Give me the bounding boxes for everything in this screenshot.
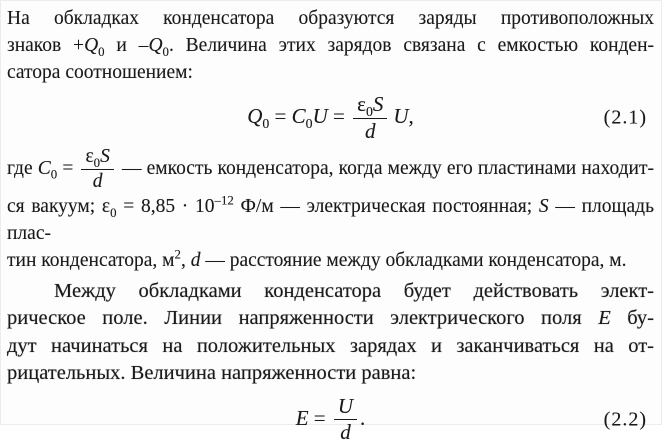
fraction-denominator: d (92, 170, 103, 192)
text-run: = 8,85 · 10 (116, 195, 215, 217)
epsilon-symbol: ε (101, 195, 111, 217)
math-var: Q (84, 35, 99, 56)
paragraph-1 (7, 5, 654, 86)
math-var: Q (247, 103, 263, 128)
fraction-denominator: d (340, 420, 351, 445)
subscript: 0 (110, 205, 117, 220)
subscript: 0 (93, 155, 101, 170)
fraction-numerator (81, 146, 113, 170)
subscript: 0 (162, 44, 169, 59)
where-clause (7, 146, 654, 274)
text-run: , (180, 249, 191, 271)
text-line: рицательных. Величина напряженности равна: (7, 362, 417, 385)
math-var: S (372, 92, 384, 116)
fraction-numerator (353, 93, 387, 119)
text-line: На обкладках конденсатора образуются заряды противоположных (7, 8, 654, 29)
text-run: . Величина этих зарядов связана с емкостью конден- (168, 35, 655, 56)
math-var: S (538, 195, 549, 217)
math-var: C (37, 157, 51, 179)
equation-body (247, 92, 414, 143)
subscript: 0 (50, 167, 58, 182)
math-var: S (100, 146, 110, 168)
text-run: — площадь плас- (7, 195, 654, 244)
epsilon-symbol: ε (85, 146, 94, 168)
equation-number: (2.2) (603, 408, 647, 431)
text-run: — расстояние между обкладками конденсатора, м. (200, 249, 627, 271)
math-var: d (190, 249, 201, 271)
superscript: 2 (174, 247, 181, 262)
text-run: ся вакуум; (7, 195, 102, 217)
math-var: E (598, 307, 611, 330)
text-run: рическое поле. Линии напряженности электрического поля (7, 307, 599, 330)
equals-sign: = (57, 157, 79, 179)
fraction-numerator: U (334, 395, 357, 421)
math-var: U (393, 103, 409, 128)
fraction (353, 93, 387, 143)
punctuation: , (408, 103, 414, 128)
subscript: 0 (365, 104, 373, 120)
subscript: 0 (98, 44, 105, 59)
math-var: C (291, 103, 306, 128)
math-var: U (312, 103, 328, 128)
fraction (334, 395, 357, 445)
text-line (7, 247, 654, 274)
equals-sign: = (269, 103, 292, 128)
text-line: Между обкладками конденсатора будет действовать элект- (54, 279, 654, 302)
text-line (7, 32, 654, 59)
equation-2-1 (7, 93, 654, 143)
fraction (81, 146, 113, 193)
text-run: и – (104, 35, 149, 56)
paragraph-2 (7, 278, 654, 388)
text-line (7, 305, 654, 333)
text-line (7, 146, 654, 193)
text-line: дут начинаться на положительных зарядах и заканчиваться на от- (7, 334, 654, 357)
text-run: бу- (610, 307, 654, 330)
equals-sign: = (327, 103, 351, 128)
subscript: 0 (262, 116, 270, 132)
text-line: сатора соотношением: (7, 62, 193, 83)
math-var: Q (148, 35, 163, 56)
text-run: — емкость конденсатора, когда между его пластинами находит- (116, 157, 655, 179)
epsilon-symbol: ε (357, 92, 366, 116)
fraction-denominator: d (364, 118, 376, 143)
equation-number: (2.1) (603, 106, 647, 129)
text-run: знаков + (7, 35, 85, 56)
text-line (7, 193, 654, 247)
equation-2-2 (7, 395, 654, 445)
text-run: Ф/м — электрическая постоянная; (233, 195, 539, 217)
subscript: 0 (305, 116, 313, 132)
text-run: где (7, 157, 38, 179)
punctuation: . (360, 405, 366, 430)
text-run: тин конденсатора, м (7, 249, 175, 271)
equals-sign: = (308, 405, 331, 430)
math-var: E (295, 405, 309, 430)
superscript: –12 (214, 193, 234, 208)
equation-body (295, 393, 366, 445)
